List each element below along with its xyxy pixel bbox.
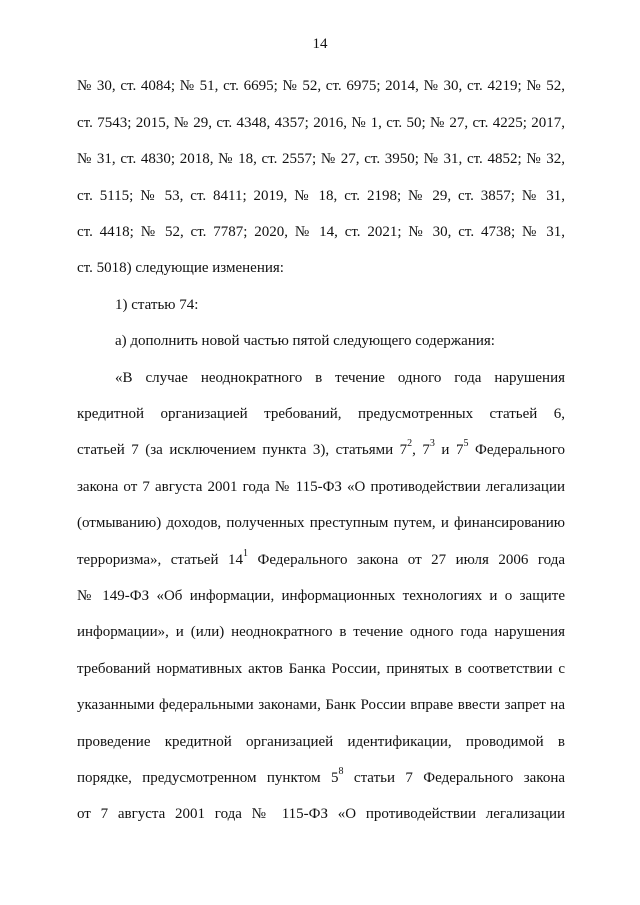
superscript: 1 xyxy=(242,548,248,559)
text-line: статьей 7 (за исключением пункта 3), статьями $7^2$, $7^3$ и $7^5$ Федерального xyxy=(77,438,565,458)
superscript: 5 xyxy=(463,438,469,449)
sub-item-heading: а) дополнить новой частью пятой следующего содержания: xyxy=(115,333,495,349)
text-line: ст. 5115; № 53, ст. 8411; 2019, № 18, ст. 2198; № 29, ст. 3857; № 31, xyxy=(77,188,565,204)
text-line: кредитной организацией требований, предусмотренных статьей 6, xyxy=(77,406,565,422)
superscript: 2 xyxy=(407,438,413,449)
text-line: от 7 августа 2001 года № 115-ФЗ «О противодействии легализации xyxy=(77,806,565,822)
text-line: терроризма», статьей $14^1$ Федерального закона от 27 июля 2006 года xyxy=(77,548,565,568)
text-line: проведение кредитной организацией идентификации, проводимой в xyxy=(77,734,565,750)
text-line: (отмыванию) доходов, полученных преступным путем, и финансированию xyxy=(77,515,565,531)
superscript: 8 xyxy=(338,766,344,777)
text-line: информации», и (или) неоднократного в течение одного года нарушения xyxy=(77,624,565,640)
page-number: 14 xyxy=(312,36,328,52)
text-line: закона от 7 августа 2001 года № 115-ФЗ «О противодействии легализации xyxy=(77,479,565,495)
list-item-heading: 1) статью 74: xyxy=(115,297,199,313)
text-line: требований нормативных актов Банка России, принятых в соответствии с xyxy=(77,661,565,677)
text-line: ст. 4418; № 52, ст. 7787; 2020, № 14, ст. 2021; № 30, ст. 4738; № 31, xyxy=(77,224,565,240)
text-line: № 30, ст. 4084; № 51, ст. 6695; № 52, ст. 6975; 2014, № 30, ст. 4219; № 52, xyxy=(77,78,565,94)
text-line: «В случае неоднократного в течение одного года нарушения xyxy=(115,370,565,386)
text-line: порядке, предусмотренном пунктом $5^8$ статьи 7 Федерального закона xyxy=(77,766,566,786)
text-line: указанными федеральными законами, Банк России вправе ввести запрет на xyxy=(77,697,565,713)
text-line: ст. 5018) следующие изменения: xyxy=(77,260,284,276)
text-line: № 149-ФЗ «Об информации, информационных технологиях и о защите xyxy=(77,588,565,604)
text-line: ст. 7543; 2015, № 29, ст. 4348, 4357; 2016, № 1, ст. 50; № 27, ст. 4225; 2017, xyxy=(77,115,565,131)
text-line: № 31, ст. 4830; 2018, № 18, ст. 2557; № 27, ст. 3950; № 31, ст. 4852; № 32, xyxy=(77,151,565,167)
superscript: 3 xyxy=(429,438,435,449)
